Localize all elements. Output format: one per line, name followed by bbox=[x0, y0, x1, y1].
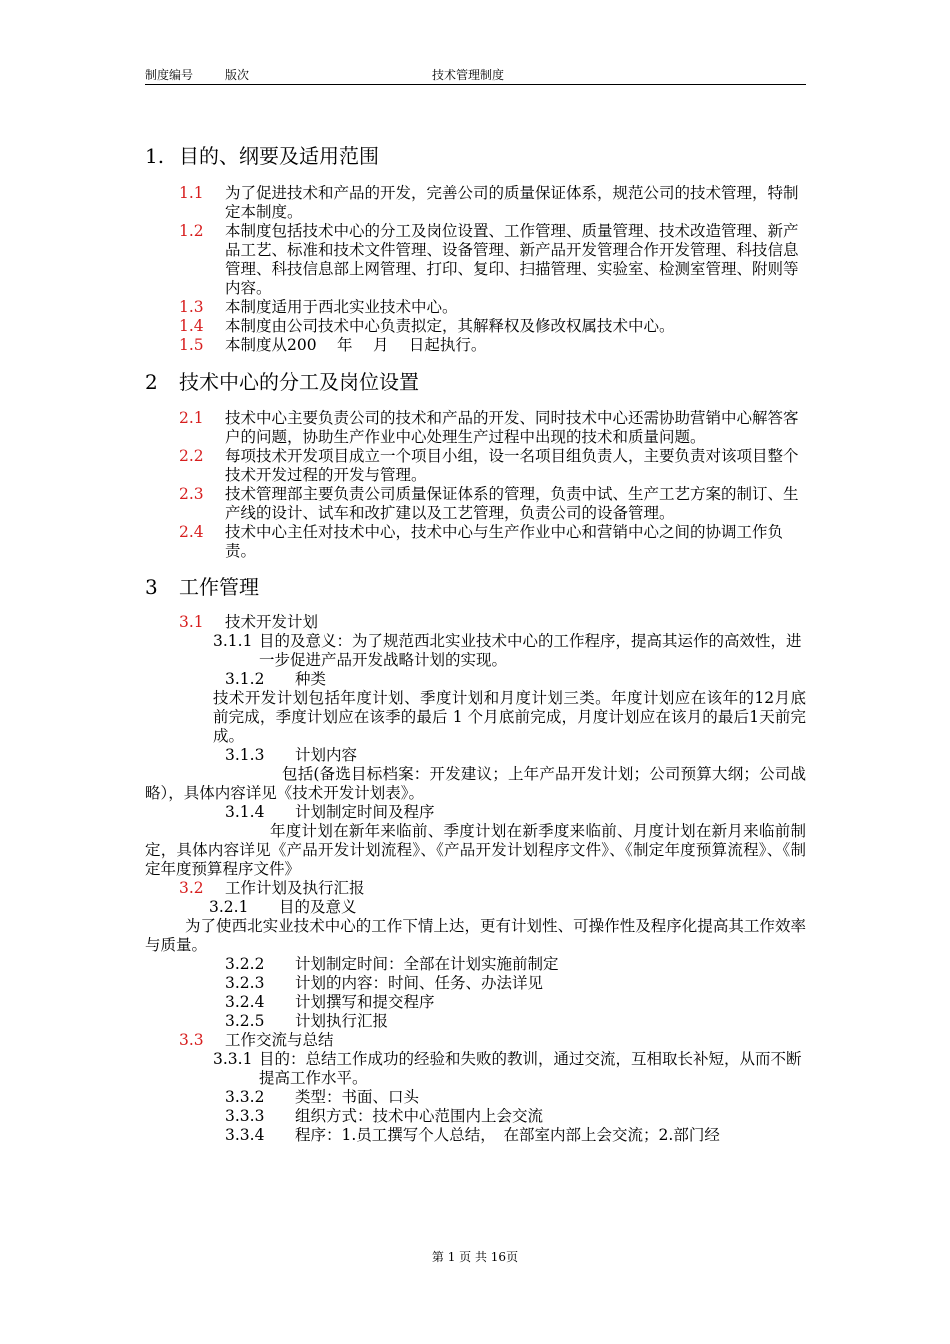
clause-3-2-4: 3.2.4 计划撰写和提交程序 bbox=[225, 993, 435, 1011]
clause-3-1-4-title: 3.1.4 计划制定时间及程序 bbox=[225, 803, 435, 821]
clause-3-2-5: 3.2.5 计划执行汇报 bbox=[225, 1012, 389, 1030]
clause-1-2: 1.2 本制度包括技术中心的分工及岗位设置、工作管理、质量管理、技术改造管理、新产品工艺、标准和技术文件管理、设备管理、新产品开发管理合作开发管理、科技信息管理、科技信息部上网管理、打印、复印、扫描管理、实验室、检测室管理、附则等内容。 bbox=[179, 222, 799, 297]
page-header bbox=[145, 66, 806, 85]
clause-3-2-1-text: 为了使西北实业技术中心的工作下情上达，更有计划性、可操作性及程序化提高其工作效率与质量。 bbox=[145, 917, 806, 954]
clause-3-1-3-title: 3.1.3 计划内容 bbox=[225, 746, 358, 764]
section-2-heading: 2 技术中心的分工及岗位设置 bbox=[145, 370, 419, 394]
clause-1-1: 1.1 为了促进技术和产品的开发，完善公司的质量保证体系，规范公司的技术管理，特制定本制度。 bbox=[179, 184, 799, 221]
doc-number-label: 制度编号 bbox=[145, 68, 194, 82]
clause-1-3: 1.3 本制度适用于西北实业技术中心。 bbox=[179, 298, 458, 316]
clause-3-3-4: 3.3.4 程序：1.员工撰写个人总结， 在部室内部上会交流；2.部门经 bbox=[225, 1126, 720, 1144]
version-label: 版次 bbox=[225, 68, 250, 82]
page-footer: 第 1 页 共 16页 bbox=[431, 1250, 519, 1264]
clause-2-2: 2.2 每项技术开发项目成立一个项目小组，设一名项目组负责人，主要负责对该项目整个技术开发过程的开发与管理。 bbox=[179, 447, 799, 484]
clause-3-1: 3.1 技术开发计划 bbox=[179, 613, 319, 631]
clause-3-1-4-text: 年度计划在新年来临前、季度计划在新季度来临前、月度计划在新月来临前制定，具体内容详见《产品开发计划流程》、《产品开发计划程序文件》、《制定年度预算流程》、《制定年度预算程序文件》 bbox=[145, 822, 806, 878]
clause-3-1-1: 3.1.1 目的及意义：为了规范西北实业技术中心的工作程序，提高其运作的高效性，进一步促进产品开发战略计划的实现。 bbox=[213, 632, 802, 669]
clause-3-3-2: 3.3.2 类型：书面、口头 bbox=[225, 1088, 420, 1106]
clause-3-2: 3.2 工作计划及执行汇报 bbox=[179, 879, 365, 897]
clause-2-4: 2.4 技术中心主任对技术中心，技术中心与生产作业中心和营销中心之间的协调工作负责。 bbox=[179, 523, 784, 560]
clause-3-3: 3.3 工作交流与总结 bbox=[179, 1031, 334, 1049]
clause-3-3-1: 3.3.1 目的：总结工作成功的经验和失败的教训，通过交流，互相取长补短，从而不断提高工作水平。 bbox=[213, 1050, 802, 1087]
clause-3-1-2-title: 3.1.2 种类 bbox=[225, 670, 327, 688]
clause-3-1-2-text: 技术开发计划包括年度计划、季度计划和月度计划三类。年度计划应在该年的12月底前完成，季度计划应在该季的最后 1 个月底前完成，月度计划应在该月的最后1天前完成。 bbox=[213, 689, 806, 745]
header-title: 技术管理制度 bbox=[432, 68, 505, 82]
clause-1-5: 1.5 本制度从200 年 月 日起执行。 bbox=[179, 336, 487, 354]
clause-2-3: 2.3 技术管理部主要负责公司质量保证体系的管理，负责中试、生产工艺方案的制订、生产线的设计、试车和改扩建以及工艺管理，负责公司的设备管理。 bbox=[179, 485, 799, 522]
clause-3-1-3-text: 包括(备选目标档案：开发建议；上年产品开发计划；公司预算大纲；公司战略），具体内容详见《技术开发计划表》。 bbox=[145, 765, 806, 802]
clause-3-3-3: 3.3.3 组织方式：技术中心范围内上会交流 bbox=[225, 1107, 544, 1125]
clause-3-2-1-title: 3.2.1 目的及意义 bbox=[209, 898, 357, 916]
clause-1-4: 1.4 本制度由公司技术中心负责拟定，其解释权及修改权属技术中心。 bbox=[179, 317, 675, 335]
document-body bbox=[145, 143, 806, 1145]
clause-2-1: 2.1 技术中心主要负责公司的技术和产品的开发、同时技术中心还需协助营销中心解答客户的问题，协助生产作业中心处理生产过程中出现的技术和质量问题。 bbox=[179, 409, 799, 446]
section-1-heading: 1. 目的、纲要及适用范围 bbox=[145, 144, 379, 168]
section-3-heading: 3 工作管理 bbox=[145, 575, 259, 599]
clause-3-2-2: 3.2.2 计划制定时间：全部在计划实施前制定 bbox=[225, 955, 559, 973]
clause-3-2-3: 3.2.3 计划的内容：时间、任务、办法详见 bbox=[225, 974, 544, 992]
